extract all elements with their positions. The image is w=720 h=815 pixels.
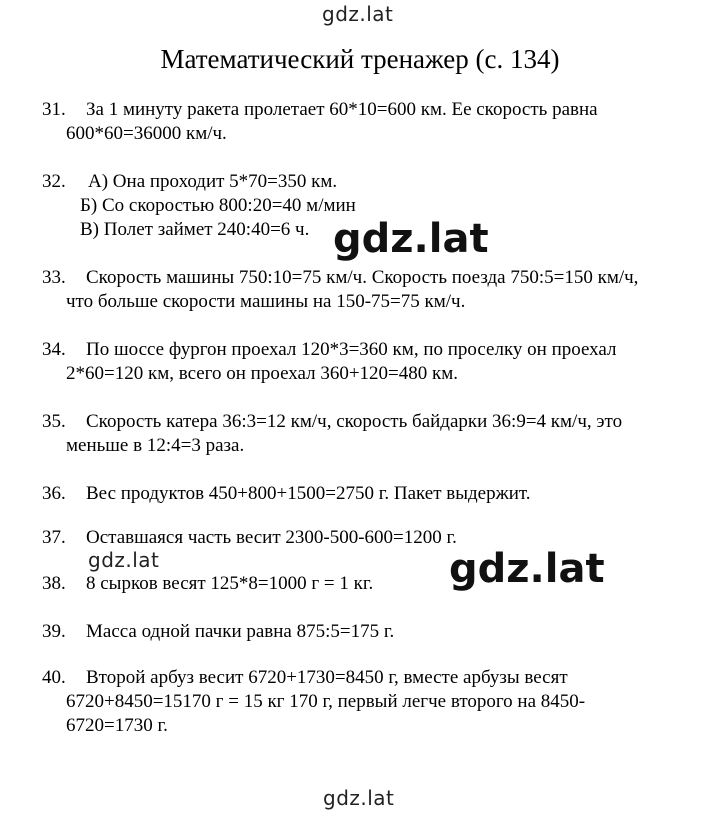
watermark-top: gdz.lat (322, 2, 394, 26)
page-title: Математический тренажер (с. 134) (160, 44, 560, 74)
item-number: 32. (42, 171, 66, 192)
item-number: 33. (42, 267, 66, 288)
item-number: 40. (42, 667, 66, 688)
item-text-line: 600*60=36000 км/ч. (66, 123, 227, 144)
item-text-line: 6720+8450=15170 г = 15 кг 170 г, первый легче второго на 8450- (66, 691, 586, 712)
item-text-line: Оставшаяся часть весит 2300-500-600=1200 г. (86, 527, 457, 548)
item-number: 38. (42, 573, 66, 594)
item-text-line: Вес продуктов 450+800+1500=2750 г. Пакет выдержит. (86, 483, 531, 504)
item-text-line: Скорость машины 750:10=75 км/ч. Скорость поезда 750:5=150 км/ч, (86, 267, 639, 288)
item-text-line: Второй арбуз весит 6720+1730=8450 г, вместе арбузы весят (86, 667, 568, 688)
watermark-left: gdz.lat (88, 548, 160, 572)
item-number: 35. (42, 411, 66, 432)
item-text-line: В) Полет займет 240:40=6 ч. (80, 219, 310, 240)
item-number: 36. (42, 483, 66, 504)
item-text-line: 2*60=120 км, всего он проехал 360+120=480 км. (66, 363, 459, 384)
item-text-line: Масса одной пачки равна 875:5=175 г. (86, 621, 395, 642)
item-number: 34. (42, 339, 66, 360)
item-text-line: По шоссе фургон проехал 120*3=360 км, по проселку он проехал (86, 339, 617, 360)
watermark-right: gdz.lat (449, 546, 605, 592)
item-text-line: Скорость катера 36:3=12 км/ч, скорость байдарки 36:9=4 км/ч, это (86, 411, 623, 432)
item-text-line: За 1 минуту ракета пролетает 60*10=600 км. Ее скорость равна (86, 99, 598, 120)
item-text-line: что больше скорости машины на 150-75=75 км/ч. (66, 291, 466, 312)
watermark-center: gdz.lat (333, 216, 489, 262)
item-text-line: 6720=1730 г. (66, 715, 168, 736)
item-text-line: 8 сырков весят 125*8=1000 г = 1 кг. (86, 573, 374, 594)
item-number: 39. (42, 621, 66, 642)
item-text-line: меньше в 12:4=3 раза. (66, 435, 245, 456)
item-text-line: Б) Со скоростью 800:20=40 м/мин (80, 195, 356, 216)
item-number: 37. (42, 527, 66, 548)
watermark-bottom: gdz.lat (323, 786, 395, 810)
item-number: 31. (42, 99, 66, 120)
item-text-line: А) Она проходит 5*70=350 км. (88, 171, 338, 192)
